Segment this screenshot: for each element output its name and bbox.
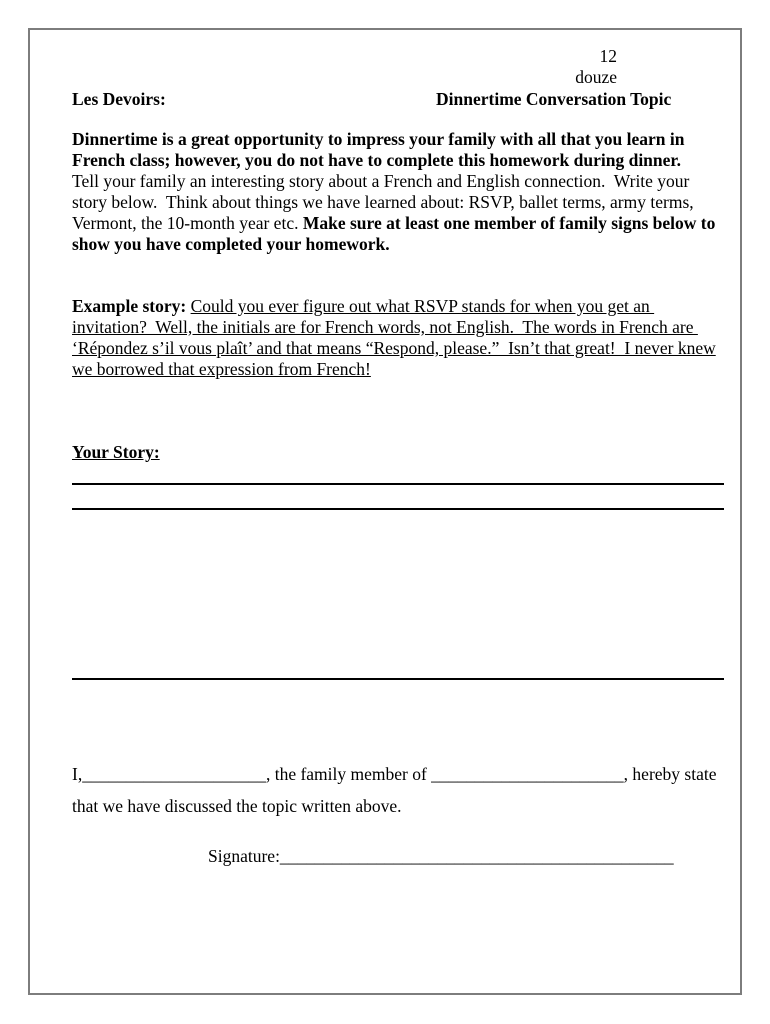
intro-paragraph — [72, 129, 715, 255]
story-writing-line — [72, 508, 724, 510]
page-number: 12 — [599, 46, 617, 66]
intro-line-text: Vermont, the 10-month year etc. — [72, 213, 303, 233]
intro-line — [72, 213, 715, 234]
page-number-word: douze — [575, 67, 617, 87]
intro-line: Tell your family an interesting story about a French and English connection. Write your — [72, 171, 690, 191]
story-writing-line — [72, 678, 724, 680]
example-line: invitation? Well, the initials are for French words, not English. The words in French are — [72, 317, 698, 337]
course-title: Les Devoirs: — [72, 89, 166, 109]
attestation-line: that we have discussed the topic written above. — [72, 796, 402, 816]
your-story-label: Your Story: — [72, 442, 160, 462]
example-line — [72, 296, 716, 317]
signature-line: Signature:_____________________________________________ — [208, 846, 674, 866]
assignment-title: Dinnertime Conversation Topic — [436, 89, 672, 109]
intro-line: French class; however, you do not have to complete this homework during dinner. — [72, 150, 681, 170]
signature-instruction: Make sure at least one member of family signs below to — [302, 213, 716, 233]
signature-instruction: show you have completed your homework. — [72, 234, 390, 254]
example-label: Example story: — [72, 296, 187, 316]
example-text: Could you ever figure out what RSVP stands for when you get an — [190, 296, 655, 316]
example-story — [72, 296, 716, 380]
attestation-line: I,_____________________, the family member of ______________________, hereby state — [72, 764, 717, 784]
story-writing-line — [72, 483, 724, 485]
example-line: ‘Répondez s’il vous plaît’ and that means “Respond, please.” Isn’t that great! I never knew — [72, 338, 716, 358]
intro-line: Dinnertime is a great opportunity to impress your family with all that you learn in — [72, 129, 685, 149]
intro-line: story below. Think about things we have learned about: RSVP, ballet terms, army terms, — [72, 192, 694, 212]
example-line: we borrowed that expression from French! — [72, 359, 371, 379]
